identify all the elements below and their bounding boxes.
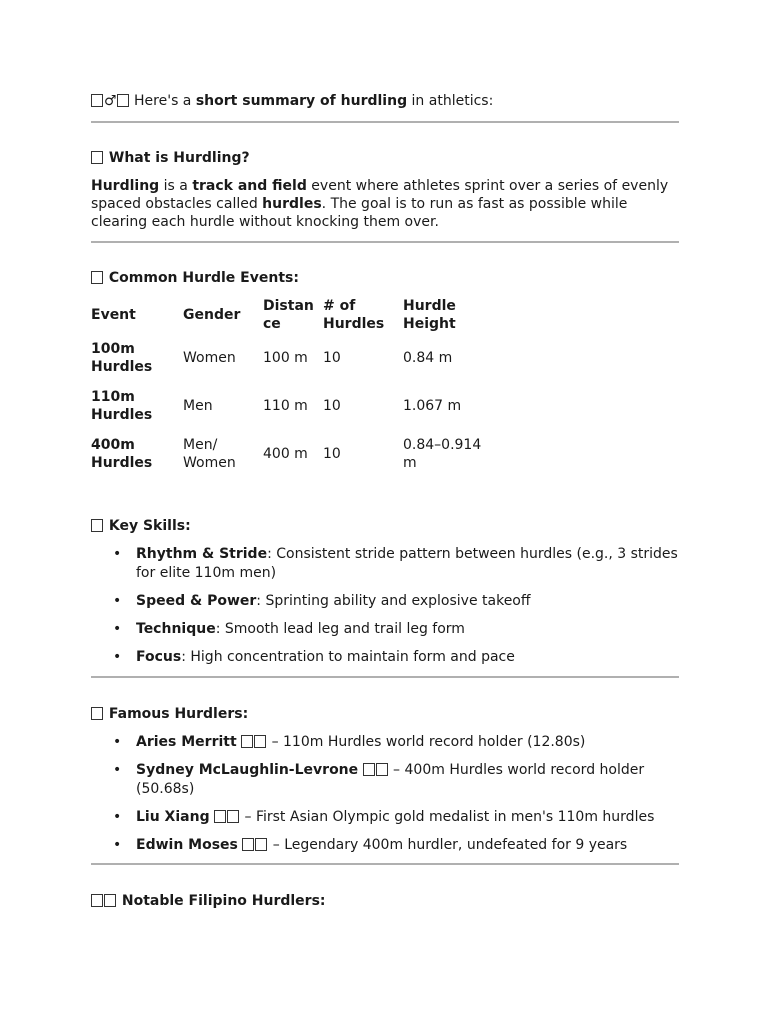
list-item — [91, 733, 679, 752]
list-item-text: – Legendary 400m hurdler, undefeated for 9 years — [268, 837, 628, 853]
table-cell: Women — [183, 350, 236, 366]
para-text-1: is a — [159, 178, 193, 194]
table-cell: 400m Hurdles — [91, 437, 153, 471]
runner-emoji-icon — [91, 94, 103, 107]
what-is-hurdling-paragraph — [91, 177, 679, 231]
section-heading-events — [91, 268, 299, 288]
flag-emoji-icon — [214, 810, 226, 823]
flag-emoji-icon — [227, 810, 239, 823]
list-item-bold: Liu Xiang — [136, 809, 210, 825]
column-header: Event — [91, 307, 136, 323]
list-item — [91, 808, 679, 827]
list-item-bold: Technique — [136, 621, 216, 637]
table-cell: Men/ Women — [183, 437, 236, 471]
list-item-bold: Focus — [136, 649, 182, 665]
table-cell: 100 m — [263, 350, 308, 366]
list-item-bold: Rhythm & Stride — [136, 546, 268, 562]
list-item-text: : Sprinting ability and explosive takeoff — [256, 593, 531, 609]
list-item-text: : Smooth lead leg and trail leg form — [215, 621, 465, 637]
list-item-bold: Edwin Moses — [136, 837, 238, 853]
hurdle-events-table — [91, 296, 493, 478]
table-header-row — [91, 296, 493, 334]
list-item-text: : Consistent stride pattern between hurdles (e.g., 3 strides for elite 110m men) — [136, 546, 678, 581]
section-heading-what-text: What is Hurdling? — [108, 150, 250, 166]
list-item-text: – 110m Hurdles world record holder (12.80s) — [267, 734, 586, 750]
divider — [91, 676, 679, 678]
famous-hurdlers-list — [91, 733, 679, 864]
table-cell: 10 — [323, 446, 341, 462]
flag-emoji-icon — [254, 735, 266, 748]
list-item — [91, 836, 679, 855]
section-heading-events-text: Common Hurdle Events: — [108, 270, 299, 286]
flag-emoji-icon — [376, 763, 388, 776]
list-item — [91, 545, 679, 583]
intro-text-pre: Here's a — [134, 93, 196, 109]
table-cell: Men — [183, 398, 213, 414]
table-cell: 400 m — [263, 446, 308, 462]
intro-text-post: in athletics: — [407, 93, 494, 109]
column-header: # of Hurdles — [323, 298, 385, 332]
flag-emoji-icon — [241, 735, 253, 748]
table-cell: 110m Hurdles — [91, 389, 153, 423]
list-item-text: : High concentration to maintain form and pace — [181, 649, 515, 665]
emoji-variation-icon — [117, 94, 129, 107]
divider — [91, 121, 679, 123]
table-cell: 110 m — [263, 398, 308, 414]
flag-emoji-icon — [363, 763, 375, 776]
target-emoji-icon — [91, 519, 103, 532]
section-heading-filipino — [91, 891, 326, 911]
list-item-bold: Sydney McLaughlin-Levrone — [136, 762, 359, 778]
philippines-flag-emoji-icon — [104, 894, 116, 907]
divider — [91, 241, 679, 243]
list-item — [91, 592, 679, 611]
list-item — [91, 620, 679, 639]
section-heading-skills — [91, 516, 191, 536]
list-item — [91, 761, 679, 799]
table-cell: 0.84 m — [403, 350, 453, 366]
list-item-bold: Speed & Power — [136, 593, 257, 609]
list-item-text: – 400m Hurdles world record holder (50.68s) — [136, 762, 645, 797]
table-row — [91, 382, 493, 430]
flag-emoji-icon — [255, 838, 267, 851]
para-text-2: event where athletes sprint over a series of evenly spaced obstacles called — [91, 178, 669, 212]
table-cell: 0.84–0.914 m — [403, 437, 482, 471]
male-sign-icon: ♂ — [104, 93, 117, 109]
intro-text-bold: short summary of hurdling — [195, 93, 408, 109]
philippines-flag-emoji-icon — [91, 894, 103, 907]
column-header: Gender — [183, 307, 241, 323]
flag-emoji-icon — [242, 838, 254, 851]
para-text-3: . The goal is to run as fast as possible while clearing each hurdle without knocking them over. — [91, 196, 628, 230]
table-cell: 1.067 m — [403, 398, 462, 414]
section-heading-what — [91, 148, 250, 168]
table-cell: 10 — [323, 350, 341, 366]
list-item-bold: Aries Merritt — [136, 734, 237, 750]
pin-emoji-icon — [91, 151, 103, 164]
list-item-text: – First Asian Olympic gold medalist in men's 110m hurdles — [240, 809, 655, 825]
divider — [91, 863, 679, 865]
intro-line — [91, 91, 493, 111]
key-skills-list — [91, 545, 679, 676]
table-cell: 100m Hurdles — [91, 341, 153, 375]
section-heading-skills-text: Key Skills: — [108, 518, 191, 534]
table-row — [91, 430, 493, 478]
trophy-emoji-icon — [91, 707, 103, 720]
para-bold-hurdling: Hurdling — [91, 178, 160, 194]
column-header: Hurdle Height — [403, 298, 456, 332]
table-row — [91, 334, 493, 382]
section-heading-filipino-text: Notable Filipino Hurdlers: — [121, 893, 326, 909]
para-bold-track-field: track and field — [192, 178, 307, 194]
para-bold-hurdles: hurdles — [262, 196, 322, 212]
list-item — [91, 648, 679, 667]
table-cell: 10 — [323, 398, 341, 414]
section-heading-famous-text: Famous Hurdlers: — [108, 706, 249, 722]
ruler-emoji-icon — [91, 271, 103, 284]
column-header: Distan ce — [263, 298, 314, 332]
section-heading-famous — [91, 704, 248, 724]
